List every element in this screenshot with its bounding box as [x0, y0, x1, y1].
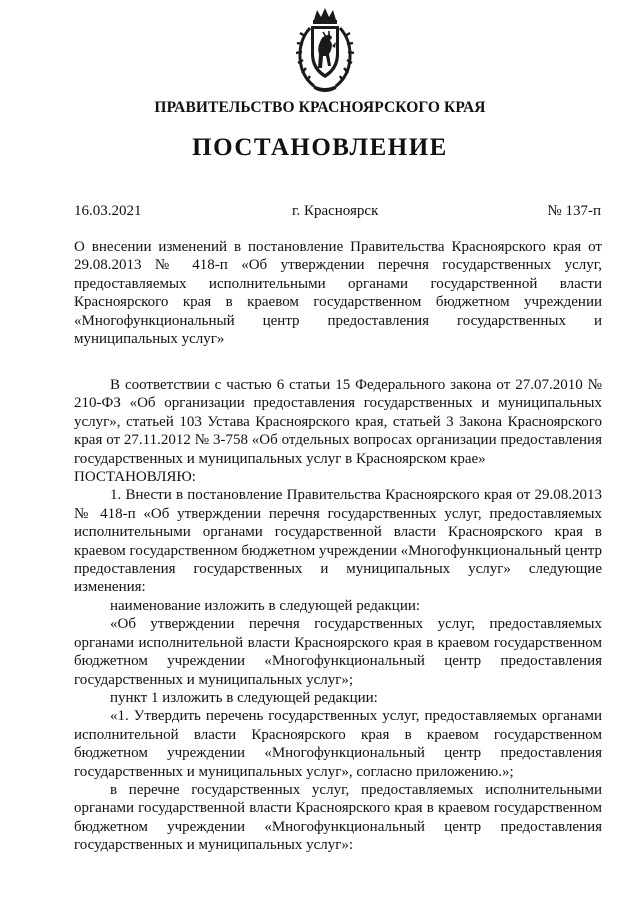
name-change-paragraph: наименование изложить в следующей редакции:: [110, 597, 421, 614]
government-name: ПРАВИТЕЛЬСТВО КРАСНОЯРСКОГО КРАЯ: [154, 99, 486, 116]
document-body: [74, 376, 602, 855]
new-point-1-paragraph: «1. Утвердить перечень государственных услуг, предоставляемых органами исполнительной власти Красноярского края в краевом государственном бюджетном учреждении «Многофункциональный центр предоставления государственных и муниципальных услуг», согласно приложению.»;: [74, 708, 602, 780]
document-title: О внесении изменений в постановление Правительства Красноярского края от 29.08.2013 № 418-п «Об утверждении перечня государственных услуг, предоставляемых исполнительными органами государственной власти Красноярского края в краевом государственном бюджетном учреждении «Многофункциональный центр предоставления государственных и муниципальных услуг»: [74, 239, 602, 348]
item-1-paragraph: 1. Внести в постановление Правительства Красноярского края от 29.08.2013 № 418-п «Об утверждении перечня государственных услуг, предоставляемых исполнительными органами государственной власти Красноярского края в краевом государственном бюджетном учреждении «Многофункциональный центр предоставления государственных и муниципальных услуг» следующие изменения:: [74, 487, 602, 596]
new-name-paragraph: «Об утверждении перечня государственных услуг, предоставляемых органами исполнительной власти Красноярского края в краевом государственном бюджетном учреждении «Многофункциональный центр предоставления государственных и муниципальных услуг»;: [74, 616, 602, 688]
document-date: 16.03.2021: [74, 203, 142, 219]
document-number: № 137-п: [547, 203, 601, 219]
decree-word: ПОСТАНОВЛЯЮ:: [74, 469, 196, 486]
list-change-paragraph: в перечне государственных услуг, предоставляемых исполнительными органами государственной власти Красноярского края в краевом государственном бюджетном учреждении «Многофункциональный центр предоставления государственных и муниципальных услуг»:: [74, 781, 602, 854]
coat-of-arms-icon: [296, 6, 354, 92]
point-1-change-paragraph: пункт 1 изложить в следующей редакции:: [110, 689, 378, 706]
document-city: г. Красноярск: [292, 203, 379, 219]
preamble-paragraph: В соответствии с частью 6 статьи 15 Федерального закона от 27.07.2010 № 210-ФЗ «Об организации предоставления государственных и муниципальных услуг», статьей 103 Устава Красноярского края, статьей 3 Закона Красноярского края от 27.11.2012 № 3-758 «Об отдельных вопросах организации предоставления государственных и муниципальных услуг в Красноярском крае»: [74, 377, 602, 467]
document-type: ПОСТАНОВЛЕНИЕ: [192, 134, 448, 161]
